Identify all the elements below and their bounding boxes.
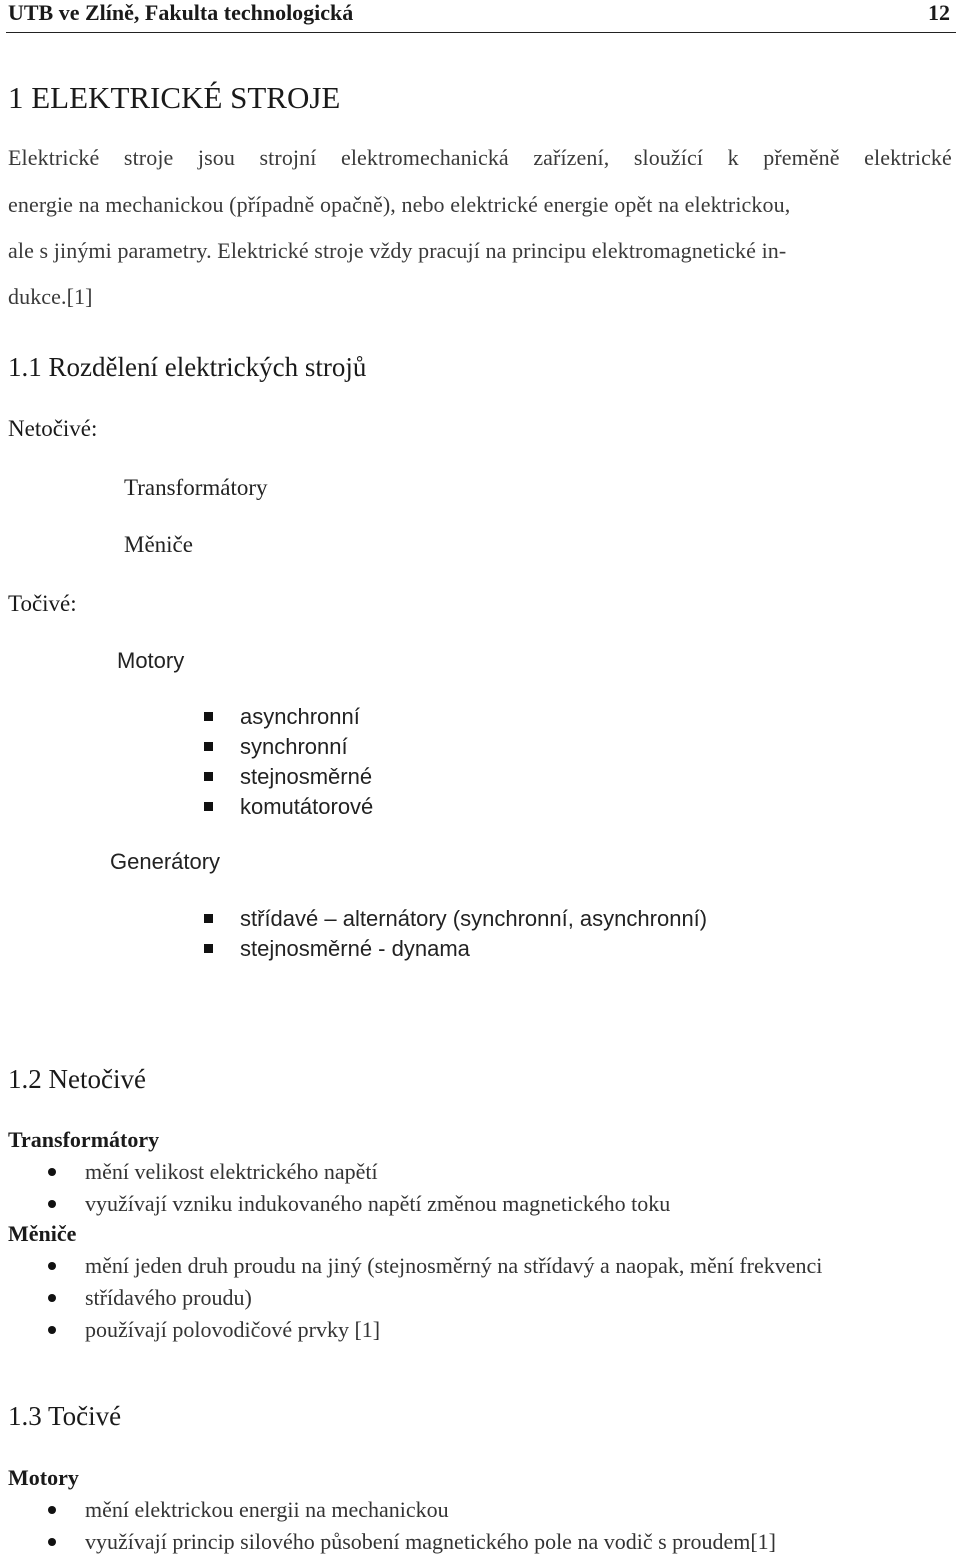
square-bullet-icon xyxy=(204,802,213,811)
bullet-icon xyxy=(48,1168,56,1176)
word: strojní xyxy=(259,145,317,170)
tocive-label: Točivé: xyxy=(8,591,77,616)
generator-type-item: stejnosměrné - dynama xyxy=(240,936,470,961)
list-item: mění jeden druh proudu na jiný (stejnosměrný na střídavý a naopak, mění frekvenci xyxy=(85,1253,823,1278)
section-title-1-3: 1.3 Točivé xyxy=(8,1401,122,1431)
square-bullet-icon xyxy=(204,742,213,751)
word: zařízení, xyxy=(533,145,610,170)
word: přeměně xyxy=(763,145,840,170)
bullet-icon xyxy=(48,1538,56,1546)
motor-type-item: stejnosměrné xyxy=(240,764,373,789)
bullet-icon xyxy=(48,1200,56,1208)
motor-type-item: synchronní xyxy=(240,734,348,759)
square-bullet-icon xyxy=(204,712,213,721)
header-divider xyxy=(6,32,956,33)
list-item: střídavého proudu) xyxy=(85,1285,252,1310)
list-item: mění velikost elektrického napětí xyxy=(85,1159,378,1184)
netocive-label: Netočivé: xyxy=(8,416,98,441)
word: stroje xyxy=(123,145,174,170)
chapter-title: 1 ELEKTRICKÉ STROJE xyxy=(8,80,341,115)
paragraph-line-2: energie na mechanickou (případně opačně), nebo elektrické energie opět na elektrickou, xyxy=(8,192,791,217)
motor-type-item: komutátorové xyxy=(240,794,374,819)
generator-type-item: střídavé – alternátory (synchronní, asynchronní) xyxy=(240,906,708,931)
tree-item-generatory: Generátory xyxy=(110,849,221,874)
tree-item-menice: Měniče xyxy=(124,532,193,557)
square-bullet-icon xyxy=(204,914,213,923)
list-item: používají polovodičové prvky [1] xyxy=(85,1317,381,1342)
bullet-icon xyxy=(48,1506,56,1514)
list-item: využívají vzniku indukovaného napětí změnou magnetického toku xyxy=(85,1191,671,1216)
word: sloužící xyxy=(633,145,704,170)
square-bullet-icon xyxy=(204,772,213,781)
paragraph-line-3: ale s jinými parametry. Elektrické stroje vždy pracují na principu elektromagnetické in- xyxy=(8,238,787,263)
word: jsou xyxy=(197,145,235,170)
list-item: využívají princip silového působení magnetického pole na vodič s proudem[1] xyxy=(85,1529,777,1554)
document-header: UTB ve Zlíně, Fakulta technologická xyxy=(8,0,354,25)
bullet-icon xyxy=(48,1294,56,1302)
section-title-1-2: 1.2 Netočivé xyxy=(8,1064,146,1094)
motory-label: Motory xyxy=(8,1465,79,1490)
menice-label: Měniče xyxy=(8,1221,77,1246)
square-bullet-icon xyxy=(204,944,213,953)
word: Elektrické xyxy=(8,145,100,170)
page-number: 12 xyxy=(928,0,950,25)
word: k xyxy=(727,145,739,170)
transformatory-label: Transformátory xyxy=(8,1127,160,1152)
list-item: mění elektrickou energii na mechanickou xyxy=(85,1497,449,1522)
bullet-icon xyxy=(48,1326,56,1334)
section-title-1-1: 1.1 Rozdělení elektrických strojů xyxy=(8,352,367,382)
tree-item-transformatory: Transformátory xyxy=(124,475,268,500)
motor-type-item: asynchronní xyxy=(240,704,360,729)
bullet-icon xyxy=(48,1262,56,1270)
paragraph-line-4: dukce.[1] xyxy=(8,284,93,309)
tree-item-motory: Motory xyxy=(117,648,185,673)
word: elektromechanická xyxy=(340,145,509,170)
word: elektrické xyxy=(864,145,952,170)
paragraph-line-1 xyxy=(8,145,952,171)
